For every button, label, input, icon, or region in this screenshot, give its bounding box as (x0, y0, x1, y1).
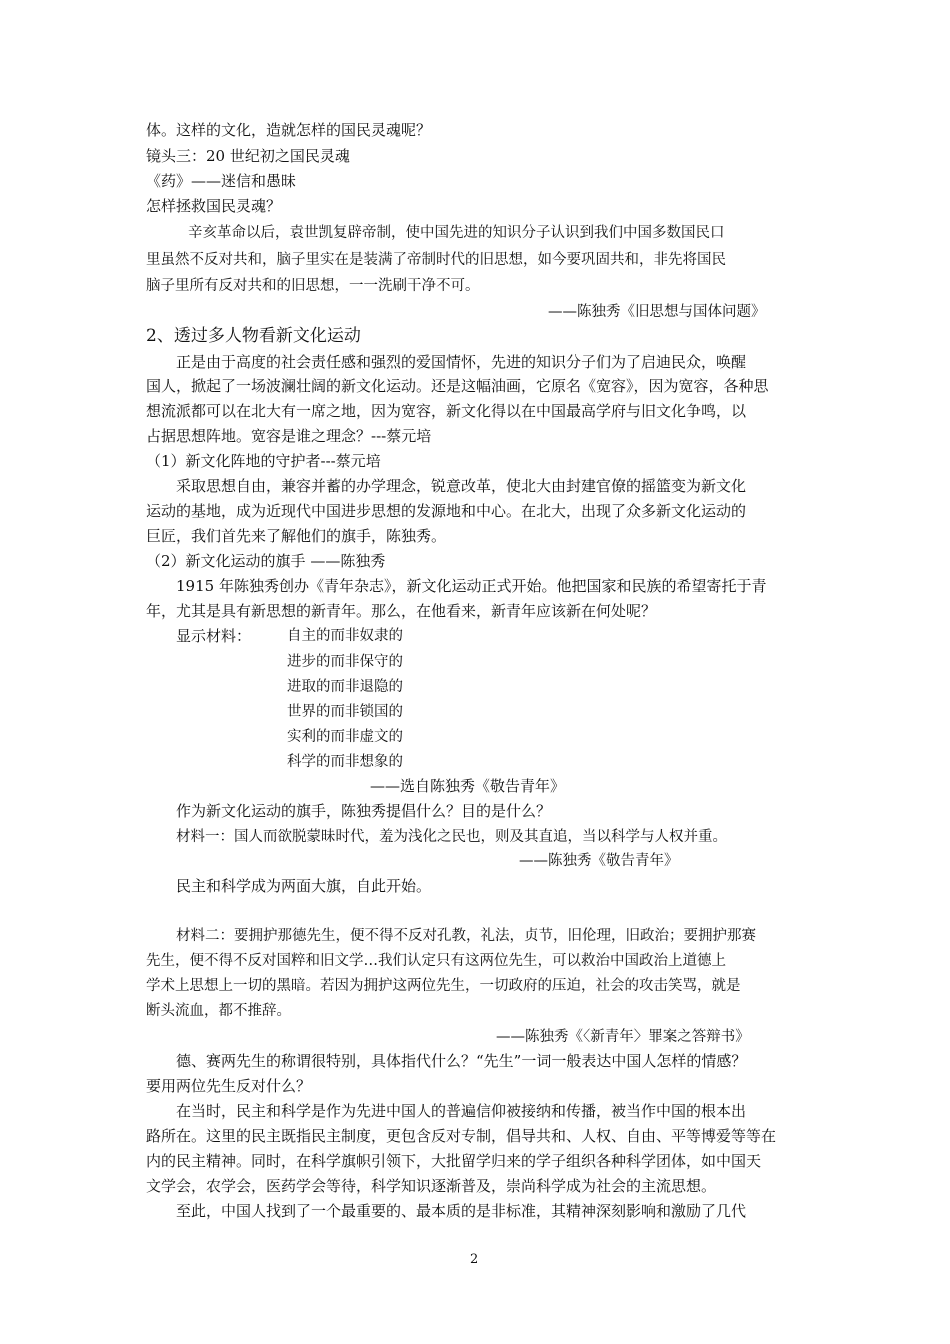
text-line: 内的民主精神。同时，在科学旗帜引领下，大批留学归来的学子组织各种科学团体，如中国天 (146, 1152, 762, 1170)
text-line: 运动的基地，成为近现代中国进步思想的发源地和中心。在北大，出现了众多新文化运动的 (146, 502, 747, 520)
material-line: 进步的而非保守的 (287, 654, 403, 670)
text-line: 文学会，农学会，医药学会等待，科学知识逐渐普及，崇尚科学成为社会的主流思想。 (146, 1177, 717, 1195)
quote-attribution: ——选自陈独秀《敬告青年》 (370, 777, 566, 795)
subsection-heading: （1）新文化阵地的守护者---蔡元培 (146, 452, 381, 470)
material-line: 学术上思想上一切的黑暗。若因为拥护这两位先生，一切政府的压迫，社会的攻击笑骂，就是 (146, 978, 741, 994)
text-line: 想流派都可以在北大有一席之地，因为宽容，新文化得以在中国最高学府与旧文化争鸣，以 (146, 402, 747, 420)
text-line: 显示材料： (176, 627, 252, 645)
text-line: 怎样拯救国民灵魂？ (146, 197, 282, 215)
material-line: 科学的而非想象的 (287, 754, 403, 770)
text-line: 1915 年陈独秀创办《青年杂志》，新文化运动正式开始。他把国家和民族的希望寄托于青 (176, 577, 767, 595)
text-line: 德、赛两先生的称谓很特别，具体指代什么？“先生”一词一般表达中国人怎样的情感？ (176, 1052, 747, 1070)
text-line: 镜头三：20 世纪初之国民灵魂 (146, 147, 350, 165)
material-line: 材料二：要拥护那德先生，便不得不反对孔教，礼法，贞节，旧伦理，旧政治；要拥护那赛 (176, 928, 756, 944)
material-line: 自主的而非奴隶的 (287, 628, 403, 644)
text-line: 《药》——迷信和愚昧 (146, 172, 297, 190)
text-line: 作为新文化运动的旗手，陈独秀提倡什么？目的是什么？ (176, 802, 552, 820)
text-line: 民主和科学成为两面大旗，自此开始。 (176, 877, 432, 895)
quote-attribution: ——陈独秀《敬告青年》 (519, 853, 679, 869)
text-line: 国人，掀起了一场波澜壮阔的新文化运动。还是这幅油画，它原名《宽容》，因为宽容，各种思 (146, 377, 769, 395)
material-line: 先生，便不得不反对国粹和旧文学…我们认定只有这两位先生，可以救治中国政治上道德上 (146, 953, 726, 969)
text-line: 体。这样的文化，造就怎样的国民灵魂呢？ (146, 121, 432, 139)
material-line: 进取的而非退隐的 (287, 679, 403, 695)
material-line: 世界的而非锁国的 (287, 704, 403, 720)
material-line: 材料一：国人而欲脱蒙昧时代，羞为浅化之民也，则及其直追，当以科学与人权并重。 (176, 829, 727, 845)
text-line: 占据思想阵地。宽容是谁之理念？---蔡元培 (146, 427, 432, 445)
material-line: 断头流血，都不推辞。 (146, 1003, 291, 1019)
text-line: 巨匠，我们首先来了解他们的旗手，陈独秀。 (146, 527, 447, 545)
quote-attribution: ——陈独秀《〈新青年〉罪案之答辩书》 (496, 1029, 750, 1045)
quote-line: 辛亥革命以后，袁世凯复辟帝制，使中国先进的知识分子认识到我们中国多数国民口 (188, 225, 725, 241)
material-line: 实利的而非虚文的 (287, 729, 403, 745)
subsection-heading: （2）新文化运动的旗手 ——陈独秀 (146, 552, 386, 570)
quote-line: 脑子里所有反对共和的旧思想，一一洗刷干净不可。 (146, 278, 480, 294)
quote-attribution: ——陈独秀《旧思想与国体问题》 (548, 304, 766, 320)
page-number: 2 (470, 1252, 479, 1267)
text-line: 至此，中国人找到了一个最重要的、最本质的是非标准，其精神深刻影响和激励了几代 (176, 1202, 747, 1220)
text-line: 路所在。这里的民主既指民主制度，更包含反对专制，倡导共和、人权、自由、平等博爱等等在 (146, 1127, 777, 1145)
text-line: 在当时，民主和科学是作为先进中国人的普遍信仰被接纳和传播，被当作中国的根本出 (176, 1102, 747, 1120)
section-heading: 2、透过多人物看新文化运动 (146, 326, 361, 346)
text-line: 正是由于高度的社会责任感和强烈的爱国情怀，先进的知识分子们为了启迪民众，唤醒 (176, 353, 747, 371)
quote-line: 里虽然不反对共和，脑子里实在是装满了帝制时代的旧思想，如今要巩固共和，非先将国民 (146, 252, 726, 268)
text-line: 要用两位先生反对什么？ (146, 1077, 312, 1095)
text-line: 年，尤其是具有新思想的新青年。那么，在他看来，新青年应该新在何处呢？ (146, 602, 657, 620)
text-line: 采取思想自由，兼容并蓄的办学理念，锐意改革，使北大由封建官僚的摇篮变为新文化 (176, 477, 747, 495)
